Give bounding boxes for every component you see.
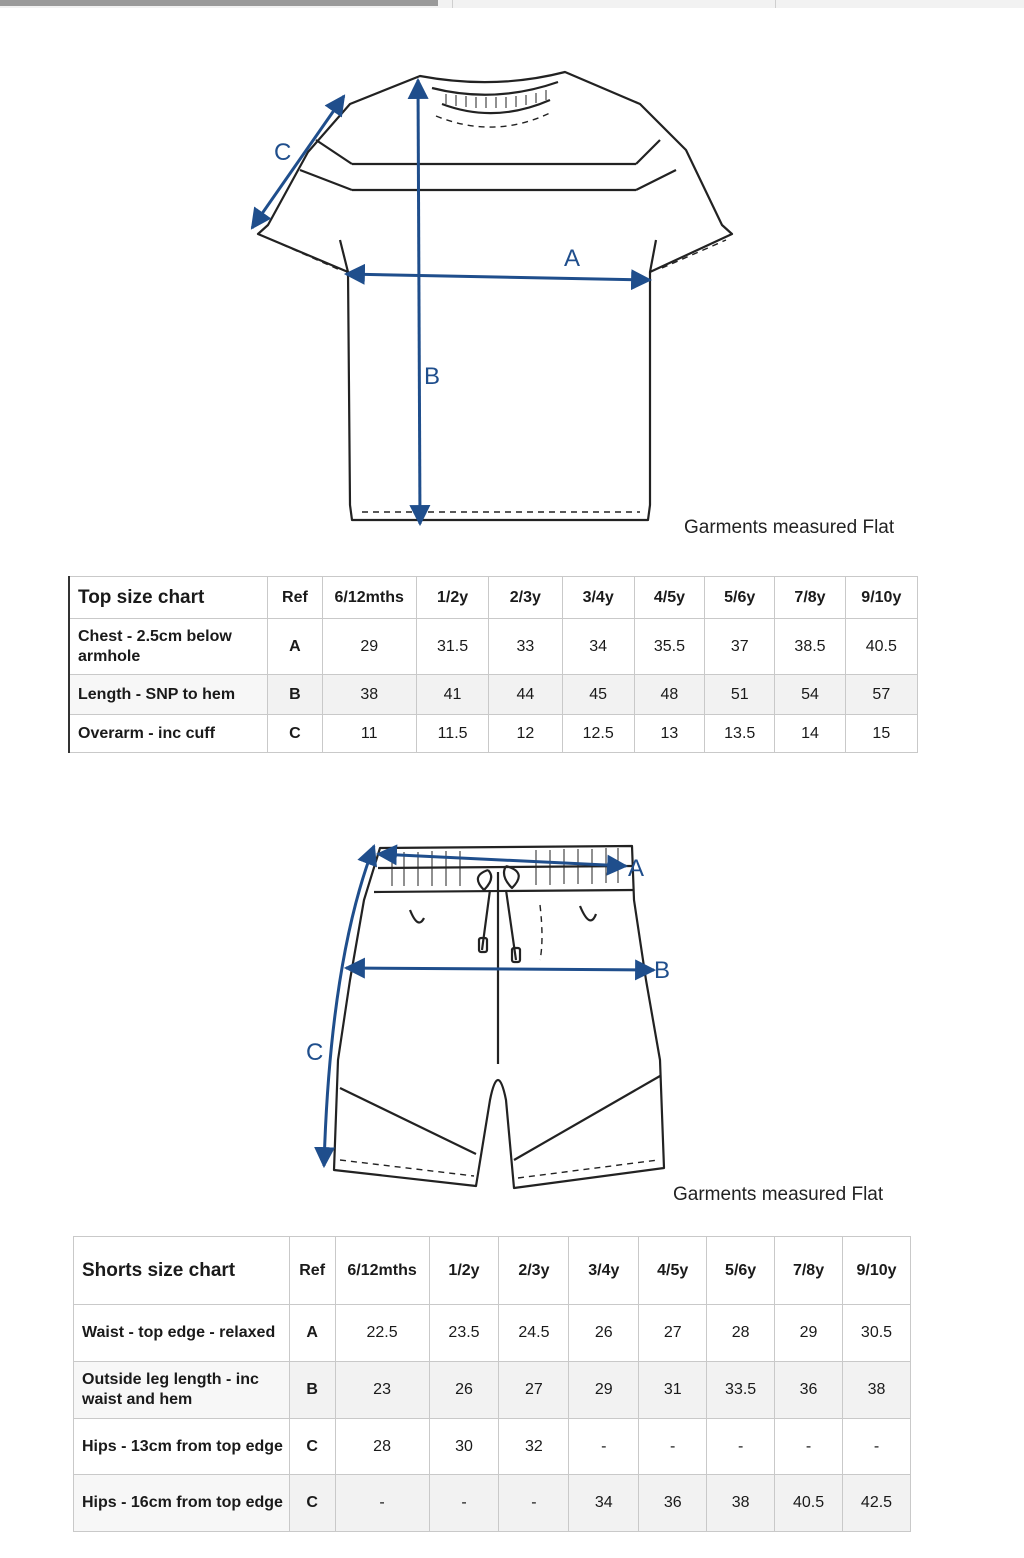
measure-arrow-b xyxy=(418,80,420,524)
value-cell: 29 xyxy=(569,1362,639,1419)
size-header: 7/8y xyxy=(775,577,845,619)
value-cell: - xyxy=(639,1419,707,1475)
value-cell: 11 xyxy=(322,715,416,753)
value-cell: 26 xyxy=(429,1362,499,1419)
tshirt-stitching xyxy=(272,112,726,512)
measurement-name: Hips - 16cm from top edge xyxy=(74,1475,290,1532)
size-header: 1/2y xyxy=(416,577,488,619)
value-cell: 38.5 xyxy=(775,619,845,675)
measurement-note: Garments measured Flat xyxy=(684,517,895,538)
value-cell: 57 xyxy=(845,675,917,715)
tab-divider xyxy=(775,0,776,8)
label-c: C xyxy=(274,139,292,166)
size-header: 2/3y xyxy=(489,577,562,619)
measurement-name: Outside leg length - inc waist and hem xyxy=(74,1362,290,1419)
value-cell: 38 xyxy=(707,1475,775,1532)
value-cell: - xyxy=(842,1419,910,1475)
measurement-name: Length - SNP to hem xyxy=(69,675,268,715)
value-cell: 34 xyxy=(562,619,634,675)
value-cell: 40.5 xyxy=(845,619,917,675)
value-cell: - xyxy=(335,1475,429,1532)
measure-arrow-c xyxy=(252,96,344,228)
value-cell: 41 xyxy=(416,675,488,715)
value-cell: 27 xyxy=(499,1362,569,1419)
value-cell: 13 xyxy=(634,715,704,753)
value-cell: 40.5 xyxy=(775,1475,843,1532)
value-cell: 44 xyxy=(489,675,562,715)
chart-title: Top size chart xyxy=(69,577,268,619)
tshirt-outline xyxy=(258,72,732,520)
table-row xyxy=(69,715,918,753)
value-cell: 45 xyxy=(562,675,634,715)
value-cell: 31.5 xyxy=(416,619,488,675)
tab-divider xyxy=(452,0,453,8)
value-cell: 15 xyxy=(845,715,917,753)
table-header-row xyxy=(74,1237,911,1305)
value-cell: 38 xyxy=(322,675,416,715)
shorts-diagram xyxy=(0,830,1024,1200)
measurement-name: Chest - 2.5cm below armhole xyxy=(69,619,268,675)
value-cell: - xyxy=(569,1419,639,1475)
measurement-name: Overarm - inc cuff xyxy=(69,715,268,753)
size-header: 9/10y xyxy=(845,577,917,619)
value-cell: 13.5 xyxy=(705,715,775,753)
label-a: A xyxy=(628,855,645,882)
ref-cell: C xyxy=(289,1475,335,1532)
measure-arrow-b xyxy=(346,968,654,970)
ref-cell: B xyxy=(289,1362,335,1419)
value-cell: - xyxy=(775,1419,843,1475)
value-cell: 24.5 xyxy=(499,1305,569,1362)
value-cell: 54 xyxy=(775,675,845,715)
value-cell: 30 xyxy=(429,1419,499,1475)
shorts-outline xyxy=(334,846,664,1188)
table-row xyxy=(74,1362,911,1419)
value-cell: 26 xyxy=(569,1305,639,1362)
ref-cell: C xyxy=(289,1419,335,1475)
value-cell: - xyxy=(499,1475,569,1532)
size-header: 4/5y xyxy=(639,1237,707,1305)
value-cell: 23.5 xyxy=(429,1305,499,1362)
size-header: 3/4y xyxy=(562,577,634,619)
ref-cell: A xyxy=(289,1305,335,1362)
value-cell: 36 xyxy=(775,1362,843,1419)
value-cell: 33.5 xyxy=(707,1362,775,1419)
value-cell: - xyxy=(707,1419,775,1475)
value-cell: 48 xyxy=(634,675,704,715)
table-row xyxy=(74,1419,911,1475)
table-header-row xyxy=(69,577,918,619)
chart-title: Shorts size chart xyxy=(74,1237,290,1305)
shorts-size-chart xyxy=(73,1236,911,1532)
table-row xyxy=(69,619,918,675)
size-header: 1/2y xyxy=(429,1237,499,1305)
ref-cell: A xyxy=(268,619,322,675)
value-cell: 12 xyxy=(489,715,562,753)
tshirt-diagram xyxy=(0,60,1024,540)
size-header: 7/8y xyxy=(775,1237,843,1305)
size-header: 6/12mths xyxy=(322,577,416,619)
label-b: B xyxy=(654,957,671,984)
measurement-name: Waist - top edge - relaxed xyxy=(74,1305,290,1362)
ref-header: Ref xyxy=(268,577,322,619)
measurement-note: Garments measured Flat xyxy=(673,1184,884,1205)
table-row xyxy=(74,1475,911,1532)
value-cell: 28 xyxy=(707,1305,775,1362)
value-cell: 29 xyxy=(322,619,416,675)
size-header: 4/5y xyxy=(634,577,704,619)
label-a: A xyxy=(564,245,581,272)
value-cell: 23 xyxy=(335,1362,429,1419)
value-cell: 12.5 xyxy=(562,715,634,753)
size-header: 2/3y xyxy=(499,1237,569,1305)
size-header: 3/4y xyxy=(569,1237,639,1305)
measure-arrow-a xyxy=(346,274,650,280)
value-cell: 31 xyxy=(639,1362,707,1419)
value-cell: 33 xyxy=(489,619,562,675)
ref-cell: B xyxy=(268,675,322,715)
measurement-name: Hips - 13cm from top edge xyxy=(74,1419,290,1475)
size-header: 9/10y xyxy=(842,1237,910,1305)
table-row xyxy=(74,1305,911,1362)
top-size-chart xyxy=(68,576,918,753)
value-cell: 11.5 xyxy=(416,715,488,753)
value-cell: 34 xyxy=(569,1475,639,1532)
value-cell: 22.5 xyxy=(335,1305,429,1362)
table-row xyxy=(69,675,918,715)
value-cell: 29 xyxy=(775,1305,843,1362)
active-tab-indicator[interactable] xyxy=(0,0,438,6)
value-cell: 14 xyxy=(775,715,845,753)
ref-cell: C xyxy=(268,715,322,753)
value-cell: 27 xyxy=(639,1305,707,1362)
value-cell: 36 xyxy=(639,1475,707,1532)
browser-tab-strip xyxy=(0,0,1024,8)
size-header: 6/12mths xyxy=(335,1237,429,1305)
value-cell: 42.5 xyxy=(842,1475,910,1532)
label-c: C xyxy=(306,1039,324,1066)
value-cell: 30.5 xyxy=(842,1305,910,1362)
measure-arrow-a xyxy=(378,854,626,866)
size-header: 5/6y xyxy=(707,1237,775,1305)
value-cell: 38 xyxy=(842,1362,910,1419)
value-cell: 28 xyxy=(335,1419,429,1475)
value-cell: 35.5 xyxy=(634,619,704,675)
value-cell: 51 xyxy=(705,675,775,715)
ref-header: Ref xyxy=(289,1237,335,1305)
size-header: 5/6y xyxy=(705,577,775,619)
label-b: B xyxy=(424,363,441,390)
value-cell: 37 xyxy=(705,619,775,675)
value-cell: - xyxy=(429,1475,499,1532)
value-cell: 32 xyxy=(499,1419,569,1475)
